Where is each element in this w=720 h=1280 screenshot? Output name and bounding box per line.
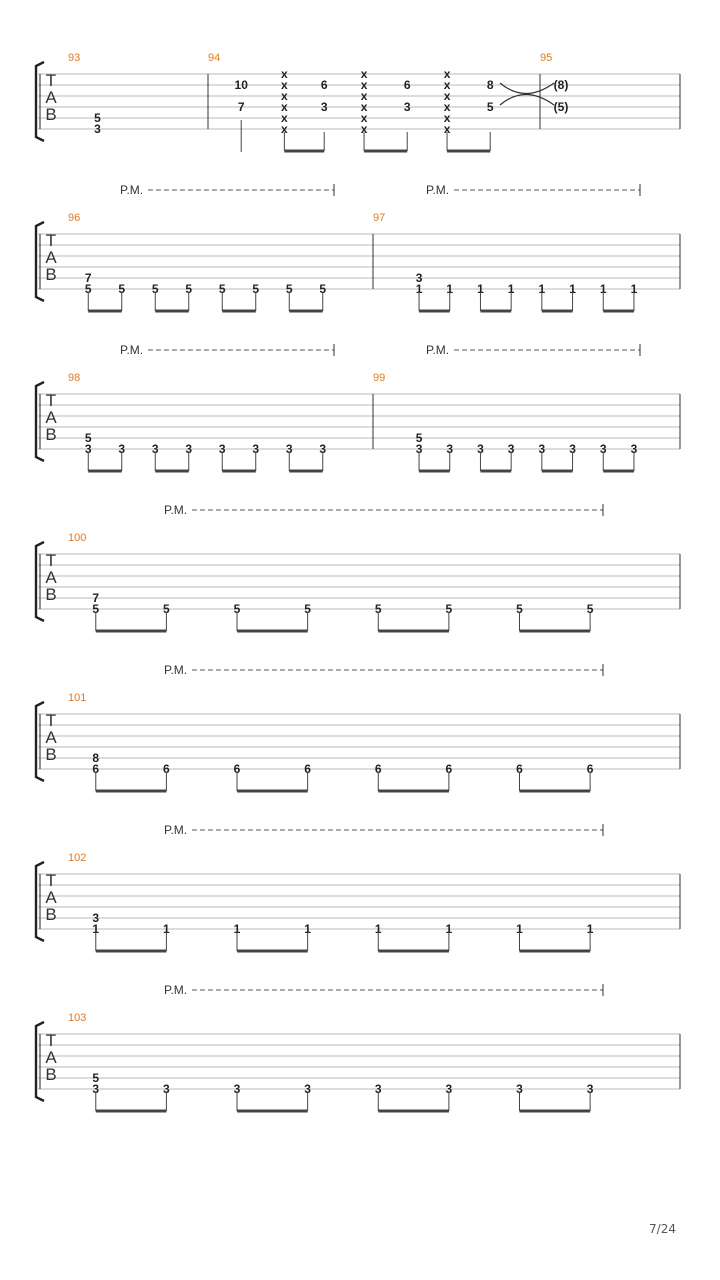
fret-number: 3 bbox=[285, 442, 293, 456]
fret-number: 1 bbox=[92, 922, 100, 936]
fret-number: 5 bbox=[84, 282, 92, 296]
fret-number: x bbox=[281, 78, 288, 92]
fret-number: 3 bbox=[320, 100, 328, 114]
fret-number: (8) bbox=[553, 78, 569, 92]
palm-mute-label: P.M. bbox=[164, 663, 188, 677]
fret-number: 3 bbox=[445, 1082, 453, 1096]
fret-number: x bbox=[360, 67, 368, 81]
fret-number: x bbox=[360, 78, 368, 92]
fret-number: x bbox=[281, 89, 288, 103]
fret-number: 5 bbox=[374, 602, 382, 616]
tab-clef-letter: B bbox=[45, 585, 57, 604]
tab-clef-letter: A bbox=[45, 888, 57, 907]
fret-number: 6 bbox=[233, 762, 241, 776]
fret-number: 3 bbox=[586, 1082, 594, 1096]
fret-number: 3 bbox=[403, 100, 411, 114]
fret-number: x bbox=[443, 100, 451, 114]
fret-number: 6 bbox=[516, 762, 523, 776]
fret-number: 6 bbox=[445, 762, 453, 776]
tab-clef-letter: B bbox=[45, 105, 57, 124]
tab-clef-letter: T bbox=[45, 71, 57, 90]
fret-number: 3 bbox=[84, 442, 92, 456]
fret-number: 5 bbox=[233, 602, 241, 616]
fret-number: 5 bbox=[415, 431, 423, 445]
measure-number: 102 bbox=[68, 852, 87, 864]
fret-number: 3 bbox=[516, 1082, 523, 1096]
fret-number: 6 bbox=[320, 78, 328, 92]
fret-number: 3 bbox=[477, 442, 484, 456]
fret-number: x bbox=[443, 78, 451, 92]
fret-number: 5 bbox=[586, 602, 594, 616]
fret-number: 8 bbox=[486, 78, 494, 92]
fret-number: 1 bbox=[163, 922, 170, 936]
fret-number: x bbox=[281, 111, 288, 125]
fret-number: 3 bbox=[92, 1082, 100, 1096]
tab-clef-letter: T bbox=[45, 871, 57, 890]
fret-number: x bbox=[281, 67, 288, 81]
fret-number: x bbox=[281, 122, 288, 136]
measure-number: 97 bbox=[373, 212, 386, 224]
fret-number: 6 bbox=[586, 762, 594, 776]
fret-number: 1 bbox=[233, 922, 241, 936]
fret-number: 5 bbox=[185, 282, 193, 296]
fret-number: 1 bbox=[445, 922, 453, 936]
fret-number: 1 bbox=[446, 282, 454, 296]
fret-number: x bbox=[443, 89, 451, 103]
fret-number: 7 bbox=[84, 271, 92, 285]
tab-clef-letter: A bbox=[45, 88, 57, 107]
fret-number: 6 bbox=[374, 762, 382, 776]
page-number: 7/24 bbox=[649, 1222, 676, 1236]
fret-number: 5 bbox=[163, 602, 170, 616]
fret-number: 6 bbox=[163, 762, 170, 776]
fret-number: 3 bbox=[446, 442, 454, 456]
fret-number: 3 bbox=[252, 442, 260, 456]
fret-number: (5) bbox=[553, 100, 569, 114]
fret-number: 3 bbox=[569, 442, 576, 456]
fret-number: 5 bbox=[151, 282, 159, 296]
fret-number: 1 bbox=[538, 282, 546, 296]
fret-number: 5 bbox=[92, 602, 100, 616]
measure-number: 99 bbox=[373, 372, 386, 384]
tab-clef-letter: T bbox=[45, 391, 57, 410]
fret-number: 3 bbox=[218, 442, 226, 456]
measure-number: 93 bbox=[68, 52, 81, 64]
fret-number: 3 bbox=[538, 442, 546, 456]
fret-number: 3 bbox=[319, 442, 327, 456]
fret-number: 1 bbox=[516, 922, 523, 936]
fret-number: 7 bbox=[92, 591, 100, 605]
fret-number: 5 bbox=[218, 282, 226, 296]
fret-number: 3 bbox=[599, 442, 607, 456]
fret-number: 3 bbox=[630, 442, 638, 456]
fret-number: 5 bbox=[319, 282, 327, 296]
fret-number: 6 bbox=[403, 78, 411, 92]
measure-number: 95 bbox=[540, 52, 553, 64]
fret-number: 3 bbox=[233, 1082, 241, 1096]
tab-clef-letter: B bbox=[45, 745, 57, 764]
measure-number: 98 bbox=[68, 372, 81, 384]
fret-number: 1 bbox=[415, 282, 423, 296]
fret-number: 1 bbox=[569, 282, 576, 296]
fret-number: x bbox=[281, 100, 288, 114]
fret-number: x bbox=[360, 89, 368, 103]
fret-number: 5 bbox=[84, 431, 92, 445]
fret-number: 6 bbox=[304, 762, 311, 776]
fret-number: 8 bbox=[92, 751, 100, 765]
tab-clef-letter: T bbox=[45, 551, 57, 570]
fret-number: 10 bbox=[234, 78, 248, 92]
fret-number: 5 bbox=[252, 282, 260, 296]
fret-number: 5 bbox=[118, 282, 126, 296]
fret-number: x bbox=[360, 111, 368, 125]
fret-number: 3 bbox=[92, 911, 100, 925]
fret-number: 7 bbox=[237, 100, 245, 114]
fret-number: 5 bbox=[304, 602, 311, 616]
fret-number: 1 bbox=[630, 282, 638, 296]
fret-number: 3 bbox=[118, 442, 126, 456]
fret-number: 3 bbox=[304, 1082, 311, 1096]
fret-number: 3 bbox=[374, 1082, 382, 1096]
fret-number: 1 bbox=[507, 282, 515, 296]
fret-number: 1 bbox=[477, 282, 484, 296]
fret-number: 3 bbox=[151, 442, 159, 456]
tab-clef-letter: T bbox=[45, 711, 57, 730]
fret-number: x bbox=[360, 100, 368, 114]
fret-number: 1 bbox=[586, 922, 594, 936]
fret-number: 3 bbox=[507, 442, 515, 456]
measure-number: 100 bbox=[68, 532, 87, 544]
palm-mute-label: P.M. bbox=[426, 343, 450, 357]
fret-number: x bbox=[443, 111, 451, 125]
fret-number: 3 bbox=[185, 442, 193, 456]
fret-number: 3 bbox=[415, 442, 423, 456]
palm-mute-label: P.M. bbox=[164, 823, 188, 837]
measure-number: 94 bbox=[208, 52, 221, 64]
measure-number: 101 bbox=[68, 692, 87, 704]
fret-number: 5 bbox=[94, 111, 101, 125]
fret-number: 5 bbox=[445, 602, 453, 616]
tab-clef-letter: B bbox=[45, 425, 57, 444]
palm-mute-label: P.M. bbox=[426, 183, 450, 197]
fret-number: 6 bbox=[92, 762, 100, 776]
fret-number: 1 bbox=[599, 282, 607, 296]
palm-mute-label: P.M. bbox=[120, 343, 144, 357]
tab-clef-letter: A bbox=[45, 408, 57, 427]
measure-number: 103 bbox=[68, 1012, 87, 1024]
tab-clef-letter: B bbox=[45, 905, 57, 924]
tab-clef-letter: A bbox=[45, 1048, 57, 1067]
tab-clef-letter: A bbox=[45, 568, 57, 587]
fret-number: 1 bbox=[374, 922, 382, 936]
fret-number: 3 bbox=[415, 271, 423, 285]
fret-number: 5 bbox=[92, 1071, 100, 1085]
tab-clef-letter: A bbox=[45, 248, 57, 267]
fret-number: 1 bbox=[304, 922, 311, 936]
fret-number: x bbox=[443, 67, 451, 81]
tab-clef-letter: B bbox=[45, 265, 57, 284]
fret-number: 3 bbox=[94, 122, 101, 136]
tab-clef-letter: A bbox=[45, 728, 57, 747]
fret-number: x bbox=[443, 122, 451, 136]
fret-number: 5 bbox=[516, 602, 523, 616]
tab-clef-letter: T bbox=[45, 1031, 57, 1050]
tab-clef-letter: B bbox=[45, 1065, 57, 1084]
palm-mute-label: P.M. bbox=[120, 183, 144, 197]
tab-clef-letter: T bbox=[45, 231, 57, 250]
fret-number: 3 bbox=[163, 1082, 170, 1096]
measure-number: 96 bbox=[68, 212, 81, 224]
fret-number: x bbox=[360, 122, 368, 136]
fret-number: 5 bbox=[285, 282, 293, 296]
fret-number: 5 bbox=[486, 100, 494, 114]
palm-mute-label: P.M. bbox=[164, 503, 188, 517]
palm-mute-label: P.M. bbox=[164, 983, 188, 997]
